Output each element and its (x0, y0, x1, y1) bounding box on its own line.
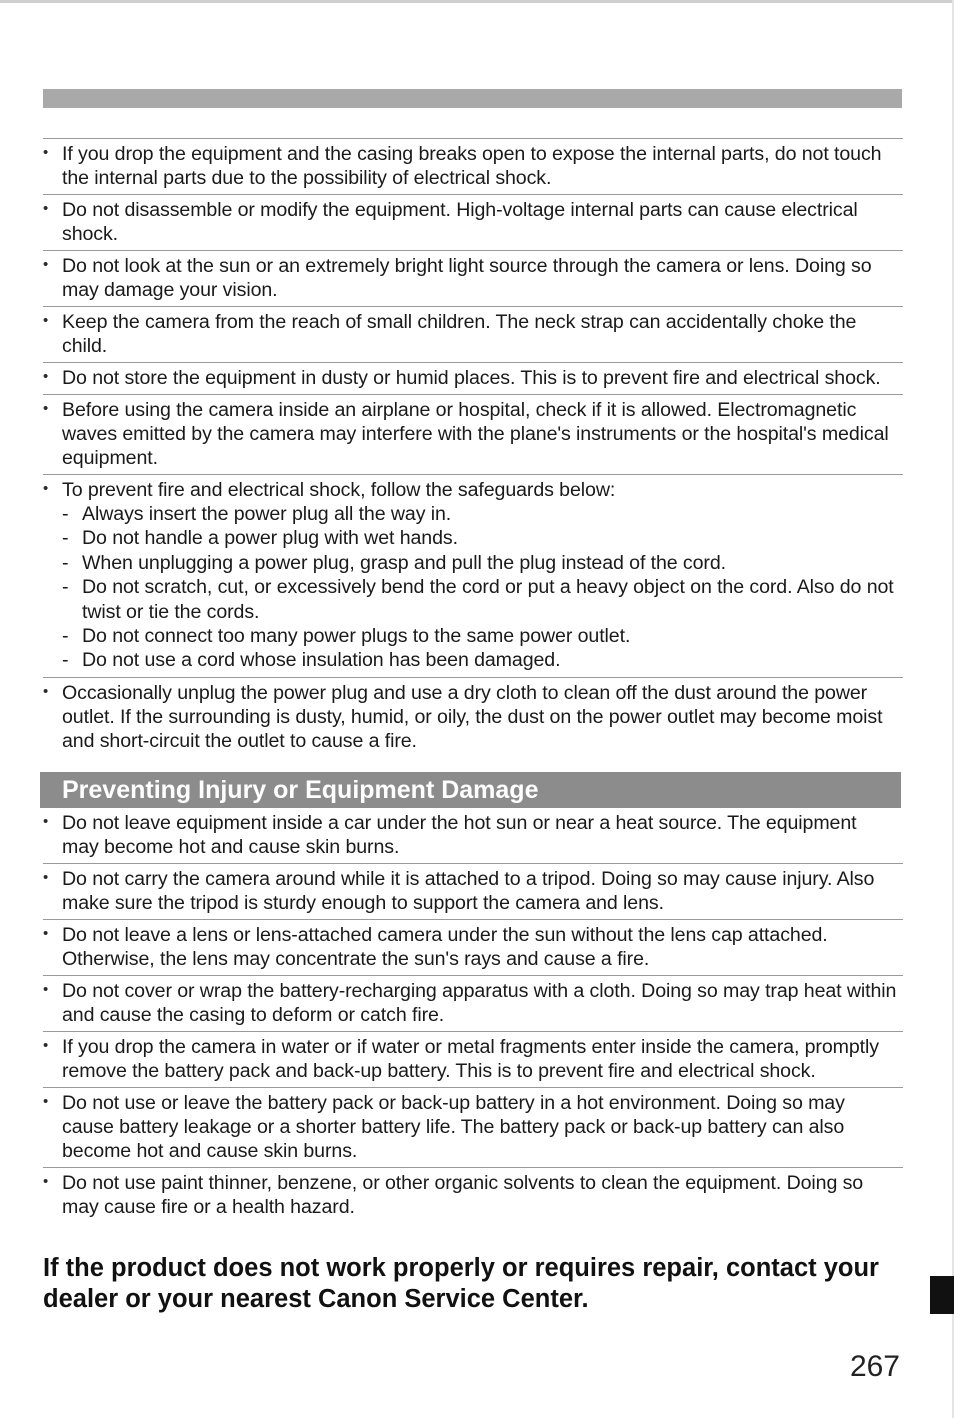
caution-item-text: If you drop the camera in water or if water or metal fragments enter inside the camera, promptly remove the battery pack and back-up battery. This is to prevent fire and electrical shock. (62, 1036, 879, 1082)
warning-section (43, 138, 903, 757)
warning-item (43, 250, 903, 306)
safeguard-text: When unplugging a power plug, grasp and pull the plug instead of the cord. (82, 551, 726, 574)
warning-section-banner (43, 89, 902, 108)
bullet-icon: • (43, 925, 49, 942)
safeguard-text: Do not use a cord whose insulation has been damaged. (82, 649, 561, 672)
bullet-icon: • (43, 400, 49, 417)
dash-marker: - (62, 503, 69, 525)
warning-item-text: Keep the camera from the reach of small children. The neck strap can accidentally choke the child. (62, 311, 857, 357)
service-center-note: If the product does not work properly or requires repair, contact your dealer or your nearest Canon Service Center. (43, 1254, 879, 1313)
caution-item (43, 1167, 903, 1223)
safeguard-subitem (62, 648, 897, 672)
warning-item (43, 362, 903, 394)
caution-item-text: Do not cover or wrap the battery-recharging apparatus with a cloth. Doing so may trap heat within and cause the casing to deform or catch fire. (62, 980, 897, 1026)
caution-item-text: Do not leave equipment inside a car under the hot sun or near a heat source. The equipment may become hot and cause skin burns. (62, 812, 857, 858)
warning-item-text: Do not disassemble or modify the equipment. High-voltage internal parts can cause electrical shock. (62, 199, 858, 245)
page-top-edge (0, 0, 954, 3)
dash-marker: - (62, 551, 69, 574)
bullet-icon: • (43, 1093, 49, 1110)
caution-item (43, 863, 903, 919)
warning-item-text: Occasionally unplug the power plug and use a dry cloth to clean off the dust around the power outlet. If the surrounding is dusty, humid, or oily, the dust on the power outlet may become moist and short-circuit the outlet to cause a fire. (62, 681, 883, 752)
warning-item-text: If you drop the equipment and the casing breaks open to expose the internal parts, do not touch the internal parts due to the possibility of electrical shock. (62, 143, 882, 189)
bullet-icon: • (43, 813, 49, 830)
bullet-icon: • (43, 1173, 49, 1190)
safeguards-intro: To prevent fire and electrical shock, follow the safeguards below: (62, 479, 616, 501)
caution-section-heading: Preventing Injury or Equipment Damage (40, 772, 901, 808)
warning-item (43, 194, 903, 250)
caution-item (43, 975, 903, 1031)
warning-item (43, 306, 903, 362)
dash-marker: - (62, 527, 69, 550)
safeguard-subitem (62, 624, 897, 648)
caution-item-text: Do not carry the camera around while it is attached to a tripod. Doing so may cause injury. Also make sure the tripod is sturdy enough to support the camera and lens. (62, 868, 875, 914)
safeguard-text: Do not handle a power plug with wet hands. (82, 527, 458, 550)
warning-item-text: Do not store the equipment in dusty or humid places. This is to prevent fire and electrical shock. (62, 367, 881, 389)
dash-marker: - (62, 649, 69, 672)
safeguard-subitem (62, 502, 897, 526)
bullet-icon: • (43, 869, 49, 886)
warning-item-text: Before using the camera inside an airplane or hospital, check if it is allowed. Electromagnetic waves emitted by the camera may interfere with the plane's instruments or the hospital's medical equipment. (62, 399, 889, 469)
warning-item (43, 138, 903, 194)
safeguard-subitem (62, 526, 897, 550)
caution-item (43, 919, 903, 975)
dash-marker: - (62, 625, 69, 648)
bullet-icon: • (43, 981, 49, 998)
bullet-icon: • (43, 682, 49, 700)
safeguard-text: Do not connect too many power plugs to the same power outlet. (82, 625, 631, 648)
bullet-icon: • (43, 1037, 49, 1054)
safeguards-item (43, 474, 903, 677)
caution-section (43, 808, 903, 1223)
warning-item-text: Do not look at the sun or an extremely bright light source through the camera or lens. Doing so may damage your vision. (62, 255, 872, 301)
warning-item (43, 394, 903, 474)
bullet-icon: • (43, 256, 49, 273)
safeguard-text: Do not scratch, cut, or excessively bend the cord or put a heavy object on the cord. Also do not twist or tie the cords. (82, 576, 894, 623)
bullet-icon: • (43, 368, 49, 385)
safeguard-subitem (62, 551, 897, 575)
bullet-icon: • (43, 200, 49, 217)
caution-item (43, 1031, 903, 1087)
caution-item (43, 1087, 903, 1167)
safeguard-text: Always insert the power plug all the way in. (82, 503, 452, 525)
bullet-icon: • (43, 144, 49, 161)
warning-item (43, 677, 903, 757)
caution-item-text: Do not leave a lens or lens-attached camera under the sun without the lens cap attached. Otherwise, the lens may concentrate the sun's rays and cause a fire. (62, 924, 828, 970)
safeguard-subitem (62, 575, 897, 624)
bullet-icon: • (43, 312, 49, 329)
page-number: 267 (849, 1350, 900, 1383)
chapter-thumb-tab (930, 1276, 954, 1314)
dash-marker: - (62, 576, 69, 599)
caution-item-text: Do not use paint thinner, benzene, or other organic solvents to clean the equipment. Doing so may cause fire or a health hazard. (62, 1172, 864, 1218)
caution-item (43, 808, 903, 863)
bullet-icon: • (43, 480, 49, 497)
caution-item-text: Do not use or leave the battery pack or back-up battery in a hot environment. Doing so may cause battery leakage or a shorter battery life. The battery pack or back-up battery can also become hot and cause skin burns. (62, 1092, 845, 1162)
